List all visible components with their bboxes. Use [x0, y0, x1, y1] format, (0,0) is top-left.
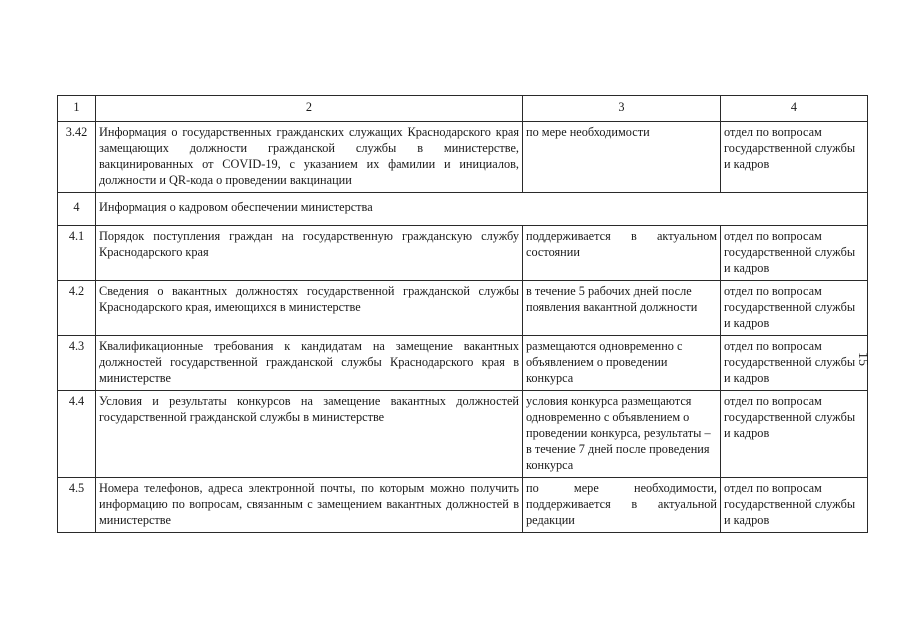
- row-info: Информация о государственных гражданских служащих Краснодарского края замещающих должности гражданской службы в министерстве, вакцинированных от COVID-19, с указанием их фамилии и инициалов, должности и QR-кода о проведении вакцинации: [96, 122, 523, 193]
- row-responsible: отдел по вопросам государственной службы и кадров: [721, 122, 868, 193]
- row-responsible: отдел по вопросам государственной службы и кадров: [721, 391, 868, 478]
- row-term: по мере необходимости: [523, 122, 721, 193]
- row-number: 4.1: [58, 226, 96, 281]
- row-info: Порядок поступления граждан на государственную гражданскую службу Краснодарского края: [96, 226, 523, 281]
- row-term: условия конкурса размещаются одновременно с объявлением о проведении конкурса, результаты – в течение 7 дней после проведения конкурса: [523, 391, 721, 478]
- page-number: 15: [855, 352, 870, 366]
- row-responsible: отдел по вопросам государственной службы и кадров: [721, 226, 868, 281]
- table-row: [58, 122, 868, 193]
- row-number: 4.5: [58, 478, 96, 533]
- table-row: [58, 226, 868, 281]
- section-number: 4: [58, 193, 96, 226]
- row-responsible: отдел по вопросам государственной службы и кадров: [721, 336, 868, 391]
- header-cell-4: 4: [721, 96, 868, 122]
- row-number: 4.2: [58, 281, 96, 336]
- section-title: Информация о кадровом обеспечении министерства: [96, 193, 868, 226]
- row-info: Номера телефонов, адреса электронной почты, по которым можно получить информацию по вопросам, связанным с замещением вакантных должностей в министерстве: [96, 478, 523, 533]
- row-responsible: отдел по вопросам государственной службы и кадров: [721, 281, 868, 336]
- row-term: в течение 5 рабочих дней после появления вакантной должности: [523, 281, 721, 336]
- row-info: Квалификационные требования к кандидатам на замещение вакантных должностей государственной гражданской службы Краснодарского края в министерстве: [96, 336, 523, 391]
- row-number: 4.4: [58, 391, 96, 478]
- row-responsible: отдел по вопросам государственной службы и кадров: [721, 478, 868, 533]
- header-cell-2: 2: [96, 96, 523, 122]
- row-info: Условия и результаты конкурсов на замещение вакантных должностей государственной гражданской службы в министерстве: [96, 391, 523, 478]
- row-term: по мере необходимости, поддерживается в актуальной редакции: [523, 478, 721, 533]
- row-term: размещаются одновременно с объявлением о проведении конкурса: [523, 336, 721, 391]
- row-number: 3.42: [58, 122, 96, 193]
- table-row: [58, 281, 868, 336]
- header-cell-1: 1: [58, 96, 96, 122]
- document-table: [57, 95, 868, 533]
- section-row: [58, 193, 868, 226]
- row-info: Сведения о вакантных должностях государственной гражданской службы Краснодарского края, имеющихся в министерстве: [96, 281, 523, 336]
- row-term: поддерживается в актуальном состоянии: [523, 226, 721, 281]
- row-number: 4.3: [58, 336, 96, 391]
- table-header-row: [58, 96, 868, 122]
- table-row: [58, 391, 868, 478]
- table-row: [58, 478, 868, 533]
- header-cell-3: 3: [523, 96, 721, 122]
- table-row: [58, 336, 868, 391]
